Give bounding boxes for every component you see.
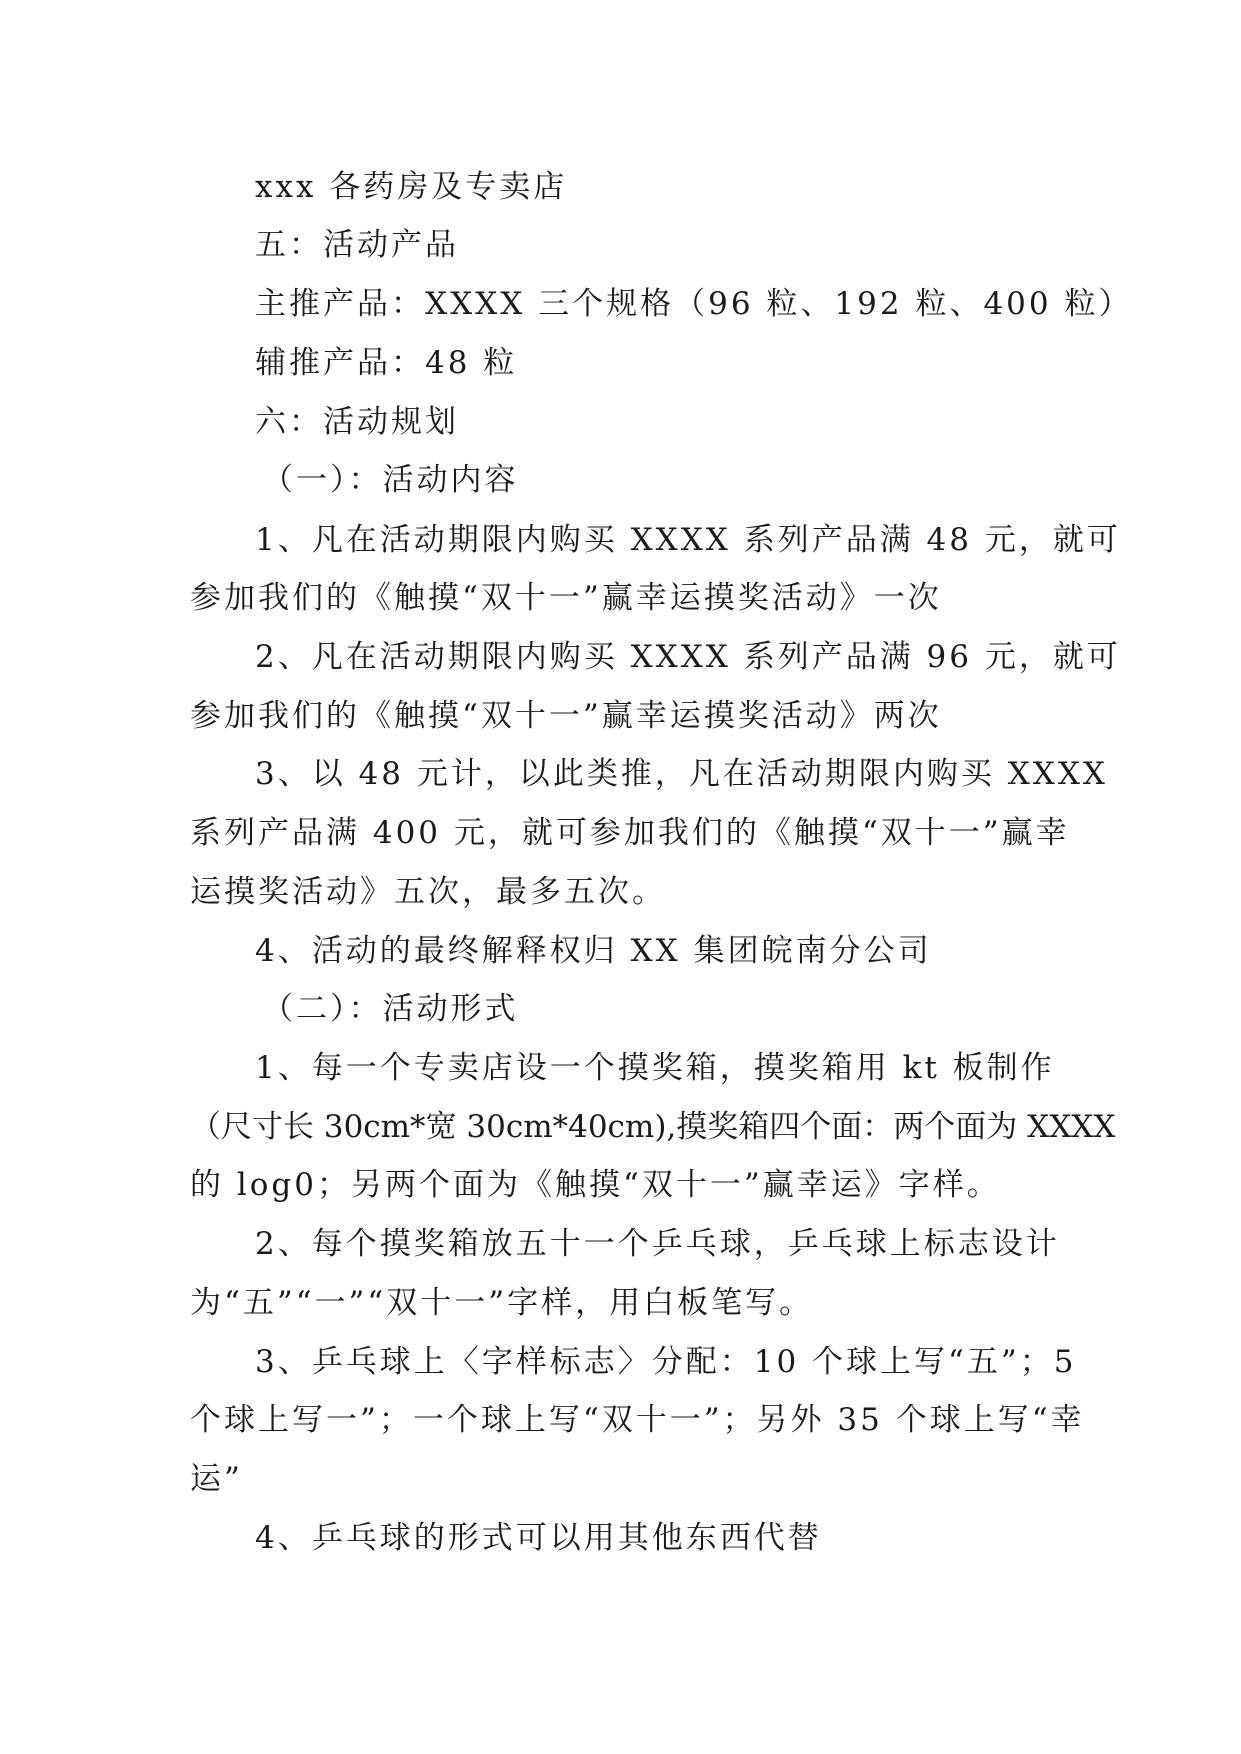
subheading-activity-content: （一）：活动内容	[262, 462, 519, 498]
text-line-form1: 1、每一个专卖店设一个摸奖箱，摸奖箱用 kt 板制作	[255, 1050, 1055, 1086]
text-line-item3-cont2: 运摸奖活动》五次，最多五次。	[190, 874, 666, 910]
text-line-secondary-products: 辅推产品：48 粒	[255, 345, 518, 381]
text-line-form3-cont2: 运”	[190, 1461, 243, 1497]
text-line-item1-cont: 参加我们的《触摸“双十一”赢幸运摸奖活动》一次	[190, 580, 942, 616]
text-line-form2-cont: 为“五”“一”“双十一”字样，用白板笔写。	[190, 1285, 814, 1321]
text-line-form3-cont1: 个球上写一”；一个球上写“双十一”；另外 35 个球上写“幸	[190, 1402, 1085, 1438]
text-line-form4: 4、乒乓球的形式可以用其他东西代替	[255, 1520, 822, 1556]
text-line-item2: 2、凡在活动期限内购买 XXXX 系列产品满 96 元，就可	[255, 639, 1121, 675]
text-line-item1: 1、凡在活动期限内购买 XXXX 系列产品满 48 元，就可	[255, 522, 1121, 558]
text-line-form1-cont1: （尺寸长 30cm*宽 30cm*40cm),摸奖箱四个面：两个面为 XXXX	[190, 1109, 1116, 1145]
text-line-item3-cont1: 系列产品满 400 元，就可参加我们的《触摸“双十一”赢幸	[190, 815, 1070, 851]
heading-section-5: 五：活动产品	[255, 227, 459, 263]
text-line-form3: 3、乒乓球上〈字样标志〉分配：10 个球上写“五”；5	[255, 1344, 1077, 1380]
text-line-item4: 4、活动的最终解释权归 XX 集团皖南分公司	[255, 933, 932, 969]
subheading-activity-form: （二）：活动形式	[262, 991, 519, 1027]
heading-section-6: 六：活动规划	[255, 404, 459, 440]
text-line-item3: 3、以 48 元计，以此类推，凡在活动期限内购买 XXXX	[255, 756, 1109, 792]
text-line-pharmacies: xxx 各药房及专卖店	[255, 169, 568, 205]
text-line-form2: 2、每个摸奖箱放五十一个乒乓球，乒乓球上标志设计	[255, 1226, 1060, 1262]
text-line-main-products: 主推产品：XXXX 三个规格（96 粒、192 粒、400 粒）	[255, 286, 1133, 322]
text-line-form1-cont2: 的 log0；另两个面为《触摸“双十一”赢幸运》字样。	[190, 1167, 1001, 1203]
text-line-item2-cont: 参加我们的《触摸“双十一”赢幸运摸奖活动》两次	[190, 698, 942, 734]
